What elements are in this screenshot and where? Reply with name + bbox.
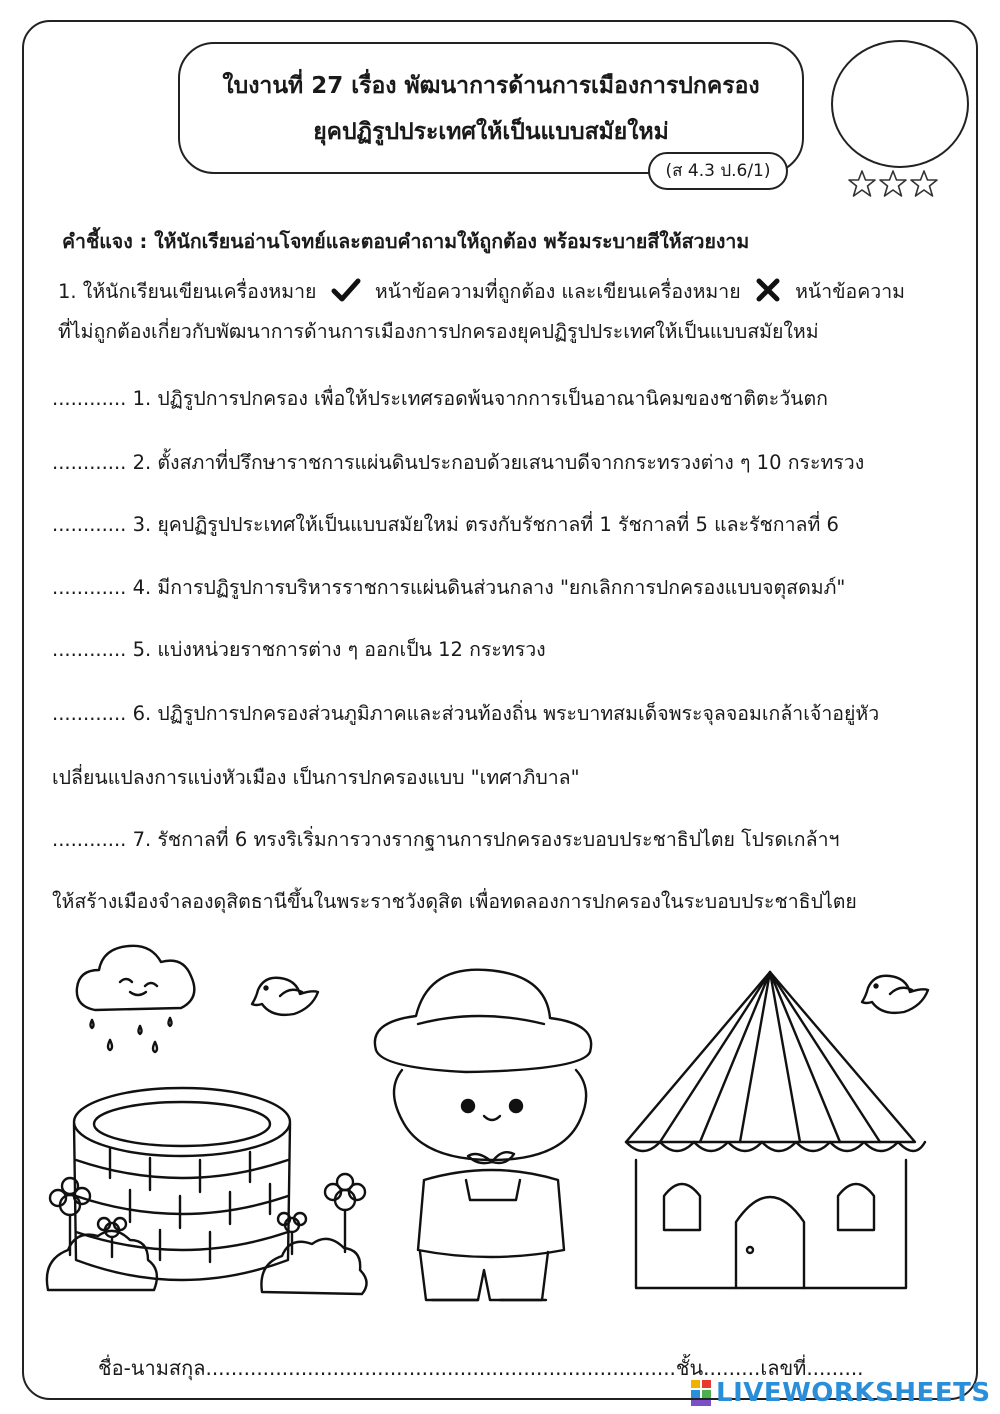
house-icon — [626, 972, 925, 1288]
statement-7[interactable]: ............ 7. รัชกาลที่ 6 ทรงริเริ่มการวางรากฐานการปกครองระบอบประชาธิปไตย โปรดเกล้าฯ — [52, 828, 840, 851]
question-1-text-a: 1. ให้นักเรียนเขียนเครื่องหมาย — [58, 280, 317, 303]
question-1-text-b: หน้าข้อความที่ถูกต้อง และเขียนเครื่องหมาย — [374, 280, 741, 303]
liveworksheets-logo-text: LIVEWORKSHEETS — [716, 1378, 991, 1408]
liveworksheets-logo-icon — [690, 1378, 712, 1408]
rain-cloud-icon — [77, 946, 195, 1052]
bird-icon — [862, 976, 928, 1013]
bush-icon — [47, 1178, 157, 1290]
statement-5[interactable]: ............ 5. แบ่งหน่วยราชการต่าง ๆ ออกเป็น 12 กระทรวง — [52, 638, 546, 661]
statement-4[interactable]: ............ 4. มีการปฏิรูปการบริหารราชการแผ่นดินส่วนกลาง "ยกเลิกการปกครองแบบจตุสดมภ์" — [52, 576, 846, 599]
statement-2[interactable]: ............ 2. ตั้งสภาที่ปรึกษาราชการแผ่นดินประกอบด้วยเสนาบดีจากกระทรวงต่าง ๆ 10 กระทรวง — [52, 451, 865, 474]
student-info-line[interactable]: ชื่อ-นามสกุล..........................................................................ชั้น.........เลขที่......... — [98, 1356, 864, 1380]
question-1-line-2: ที่ไม่ถูกต้องเกี่ยวกับพัฒนาการด้านการเมืองการปกครองยุคปฏิรูปประเทศให้เป็นแบบสมัยใหม่ — [58, 320, 819, 343]
instruction: คำชี้แจง : ให้นักเรียนอ่านโจทย์และตอบคำถามให้ถูกต้อง พร้อมระบายสีให้สวยงาม — [62, 230, 750, 253]
statement-6-continued: เปลี่ยนแปลงการแบ่งหัวเมือง เป็นการปกครองแบบ "เทศาภิบาล" — [52, 766, 580, 789]
liveworksheets-logo — [690, 1376, 991, 1410]
well-icon — [74, 1088, 290, 1280]
bush-icon — [261, 1174, 366, 1294]
statement-1[interactable]: ............ 1. ปฏิรูปการปกครอง เพื่อให้ประเทศรอดพ้นจากการเป็นอาณานิคมของชาติตะวันตก — [52, 387, 828, 410]
bird-icon — [252, 978, 318, 1015]
statement-7-continued: ให้สร้างเมืองจำลองดุสิตธานีขึ้นในพระราชวังดุสิต เพื่อทดลองการปกครองในระบอบประชาธิปไตย — [52, 890, 857, 913]
worksheet-title: ใบงานที่ 27 เรื่อง พัฒนาการด้านการเมืองการปกครอง — [222, 73, 760, 99]
question-1-text-c: หน้าข้อความ — [795, 280, 906, 303]
statement-3[interactable]: ............ 3. ยุคปฏิรูปประเทศให้เป็นแบบสมัยใหม่ ตรงกับรัชกาลที่ 1 รัชกาลที่ 5 และรัชกาลที่ 6 — [52, 513, 839, 536]
boy-with-plant-icon — [375, 970, 591, 1300]
statement-6[interactable]: ............ 6. ปฏิรูปการปกครองส่วนภูมิภาคและส่วนท้องถิ่น พระบาทสมเด็จพระจุลจอมเกล้าเจ้าอยู่หัว — [52, 702, 880, 725]
curriculum-code: (ส 4.3 ป.6/1) — [648, 152, 788, 190]
worksheet-subtitle: ยุคปฏิรูปประเทศให้เป็นแบบสมัยใหม่ — [313, 119, 669, 145]
